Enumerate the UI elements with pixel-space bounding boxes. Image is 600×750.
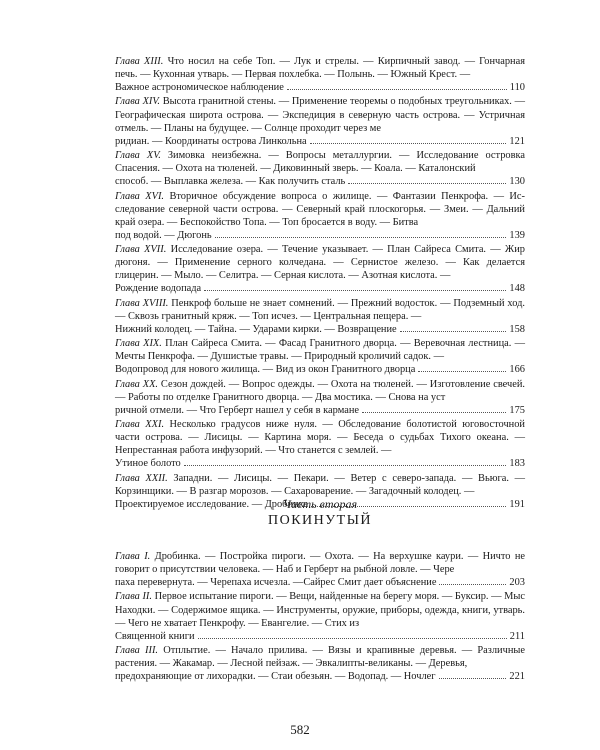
chapter-label: Глава XVII. (115, 244, 167, 256)
chapter-page-number: 191 (509, 498, 525, 510)
chapter-page-number: 130 (509, 176, 525, 188)
toc-entry (115, 337, 525, 376)
chapter-summary-end: под водой. — Дюгонь (115, 229, 212, 241)
chapter-summary: План Сайреса Смита. — Фасад Гранитного дворца. — Веревочная лестница. — Мечты Пенкрофа. — Душистые травы. — Природный кроличий садок. — (115, 338, 525, 363)
toc-entry (115, 243, 525, 295)
toc-entry-last-line (115, 670, 525, 683)
toc-entry-summary (115, 418, 525, 457)
dot-leader (310, 143, 507, 144)
chapter-summary: Высота гранитной стены. — Применение теоремы о подобных треугольниках. — Географическая широта острова. — Экспедиция в северную часть острова. — Устричная отмель. — Планы на будущее. — Солнце проходит через ме (115, 96, 525, 134)
dot-leader (348, 183, 506, 184)
chapter-summary: Дробинка. — Постройка пироги. — Охота. — На верхушке каури. — Ничто не говорит о присутствии человека. — Наб и Герберт на рыбной ловле. — Чере (115, 551, 525, 576)
toc-entry (115, 55, 525, 94)
chapter-label: Глава I. (115, 551, 151, 562)
chapter-summary-end: предохраняющие от лихорадки. — Стаи обезьян. — Водопад. — Ночлег (115, 671, 436, 683)
chapter-summary: Западни. — Лисицы. — Пекари. — Ветер с северо-запада. — Вьюга. — Корзинщики. — В разгар морозов. — Сахароварение. — Загадочный колодец. — (115, 472, 526, 497)
chapter-page-number: 139 (509, 229, 525, 241)
toc-entry-summary (115, 55, 525, 81)
chapter-summary-end: Рождение водопада (115, 283, 202, 295)
chapter-label: Глава II. (115, 591, 152, 603)
chapter-summary: Отплытие. — Начало прилива. — Вязы и крапивные деревья. — Различные растения. — Жакамар. — Лесной пейзаж. — Эвкалипты-великаны. — Деревья, (115, 645, 525, 670)
dot-leader (198, 638, 507, 639)
toc-entry (115, 149, 525, 188)
toc-entry-summary (115, 550, 525, 576)
dot-leader (418, 371, 506, 372)
toc-entry-summary (115, 590, 525, 629)
dot-leader (439, 678, 507, 679)
toc-entry (115, 297, 525, 336)
chapter-summary-end: ричной отмели. — Что Герберт нашел у себя в кармане (115, 404, 359, 416)
chapter-label: Глава XXI. (115, 419, 165, 431)
toc-entry-last-line (115, 404, 525, 417)
chapter-page-number: 203 (509, 577, 525, 589)
toc-entry (115, 95, 525, 147)
chapter-summary: Вторичное обсуждение вопроса о жилище. — Фантазии Пенкрофа. — Исследование северной части острова. — Северный край плоскогорья. — Змеи. — Дальний край озера. — Беспокойство Топа. — Топ бросается в воду. — Битва (115, 190, 525, 228)
chapter-summary: Что носил на себе Топ. — Лук и стрелы. — Кирпичный завод. — Гончарная печь. — Кухонная утварь. — Первая похлебка. — Полынь. — Южный Крест. — (115, 56, 525, 81)
dot-leader (204, 290, 506, 291)
toc-entry-last-line (115, 576, 525, 589)
dot-leader (215, 237, 507, 238)
toc-entry-summary (115, 243, 525, 282)
chapter-page-number: 175 (509, 404, 525, 416)
toc-entry (115, 190, 525, 242)
dot-leader (287, 89, 507, 90)
chapter-summary: Первое испытание пироги. — Вещи, найденные на берегу моря. — Буксир. — Мыс Находки. — Содержимое ящика. — Инструменты, оружие, приборы, одежда, книги, утварь. — Чего не хватает Пенкрофу. — Евангелие. — Стих из (115, 591, 525, 629)
toc-entry-last-line (115, 323, 525, 336)
toc-entry-last-line (115, 363, 525, 376)
toc-entry-last-line (115, 81, 525, 94)
chapter-summary-end: Нижний колодец. — Тайна. — Ударами кирки. — Возвращение (115, 323, 397, 335)
chapter-page-number: 211 (509, 630, 525, 642)
toc-entry-summary (115, 472, 525, 498)
chapter-label: Глава XXII. (115, 472, 168, 484)
chapter-summary-end: Важное астрономическое наблюдение (115, 82, 284, 94)
toc-entry-summary (115, 378, 525, 404)
toc-entry-summary (115, 644, 525, 670)
chapter-label: Глава XIII. (115, 56, 164, 67)
toc-entry-summary (115, 95, 525, 134)
toc-entry-last-line (115, 229, 525, 242)
chapter-page-number: 221 (509, 671, 525, 683)
toc-entry-last-line (115, 282, 525, 295)
toc-entry (115, 418, 525, 470)
dot-leader (439, 584, 506, 585)
toc-entry-summary (115, 337, 525, 363)
chapter-label: Глава XVI. (115, 190, 165, 202)
toc-entry (115, 550, 525, 589)
chapter-summary-end: ридиан. — Координаты острова Линкольна (115, 135, 307, 147)
toc-entry-summary (115, 297, 525, 323)
chapter-label: Глава XVIII. (115, 297, 169, 309)
toc-entry-last-line (115, 175, 525, 188)
dot-leader (362, 412, 506, 413)
toc-entry (115, 590, 525, 642)
chapter-page-number: 110 (509, 82, 525, 94)
chapter-label: Глава XIV. (115, 96, 160, 108)
chapter-summary: Пенкроф больше не знает сомнений. — Прежний водосток. — Подземный ход. — Сквозь гранитный кряж. — Топ исчез. — Центральная пещера. — (115, 297, 525, 322)
chapter-label: Глава III. (115, 645, 159, 657)
chapter-page-number: 166 (509, 364, 525, 376)
part-heading (115, 497, 525, 530)
chapter-summary: Зимовка неизбежна. — Вопросы металлургии. — Исследование островка Спасения. — Охота на тюленей. — Диковинный зверь. — Коала. — Каталонский (115, 150, 525, 175)
chapter-page-number: 158 (509, 323, 525, 335)
chapter-label: Глава XV. (115, 150, 161, 162)
chapter-summary-end: Проектируемое исследование. — Дробинка (115, 498, 309, 510)
dot-leader (400, 331, 507, 332)
chapter-summary: Сезон дождей. — Вопрос одежды. — Охота на тюленей. — Изготовление свечей. — Работы по отделке Гранитного дворца. — Два мостика. — Снова на уст (115, 378, 526, 403)
toc-entry-last-line (115, 135, 525, 148)
chapter-label: Глава XIX. (115, 338, 162, 350)
chapter-page-number: 148 (509, 283, 525, 295)
toc-part-two-list (115, 550, 525, 685)
toc-entry-last-line (115, 630, 525, 643)
part-title: ПОКИНУТЫЙ (267, 513, 373, 528)
chapter-page-number: 121 (509, 135, 525, 147)
toc-entry-summary (115, 149, 525, 175)
chapter-page-number: 183 (509, 458, 525, 470)
toc-entry-last-line (115, 457, 525, 470)
toc-part-one-list (115, 55, 525, 512)
dot-leader (184, 465, 507, 466)
chapter-summary-end: Водопровод для нового жилища. — Вид из окон Гранитного дворца (115, 364, 416, 376)
chapter-label: Глава XX. (115, 378, 159, 390)
toc-entry (115, 378, 525, 417)
toc-entry-summary (115, 190, 525, 229)
chapter-summary: Исследование озера. — Течение указывает. — План Сайреса Смита. — Жир дюгоня. — Применение серного колчедана. — Сернистое железо. — Как делается глицерин. — Мыло. — Селитра. — Серная кислота. — Азотная кислота. — (115, 244, 525, 282)
chapter-summary: Несколько градусов ниже нуля. — Обследование болотистой юговосточной части острова. — Лисицы. — Картина моря. — Беседа о судьбах Тихого океана. — Непрестанная работа инфузорий. — Что станется с землей. — (115, 419, 525, 457)
chapter-summary-end: паха перевернута. — Черепаха исчезла. —Сайрес Смит дает объяснение (115, 577, 437, 589)
chapter-summary-end: Утиное болото (115, 458, 181, 470)
chapter-summary-end: способ. — Выплавка железа. — Как получить сталь (115, 176, 346, 188)
part-subtitle: Часть вторая (282, 497, 358, 511)
page-number: 582 (290, 722, 310, 737)
toc-entry (115, 644, 525, 683)
chapter-summary-end: Священной книги (115, 630, 195, 642)
